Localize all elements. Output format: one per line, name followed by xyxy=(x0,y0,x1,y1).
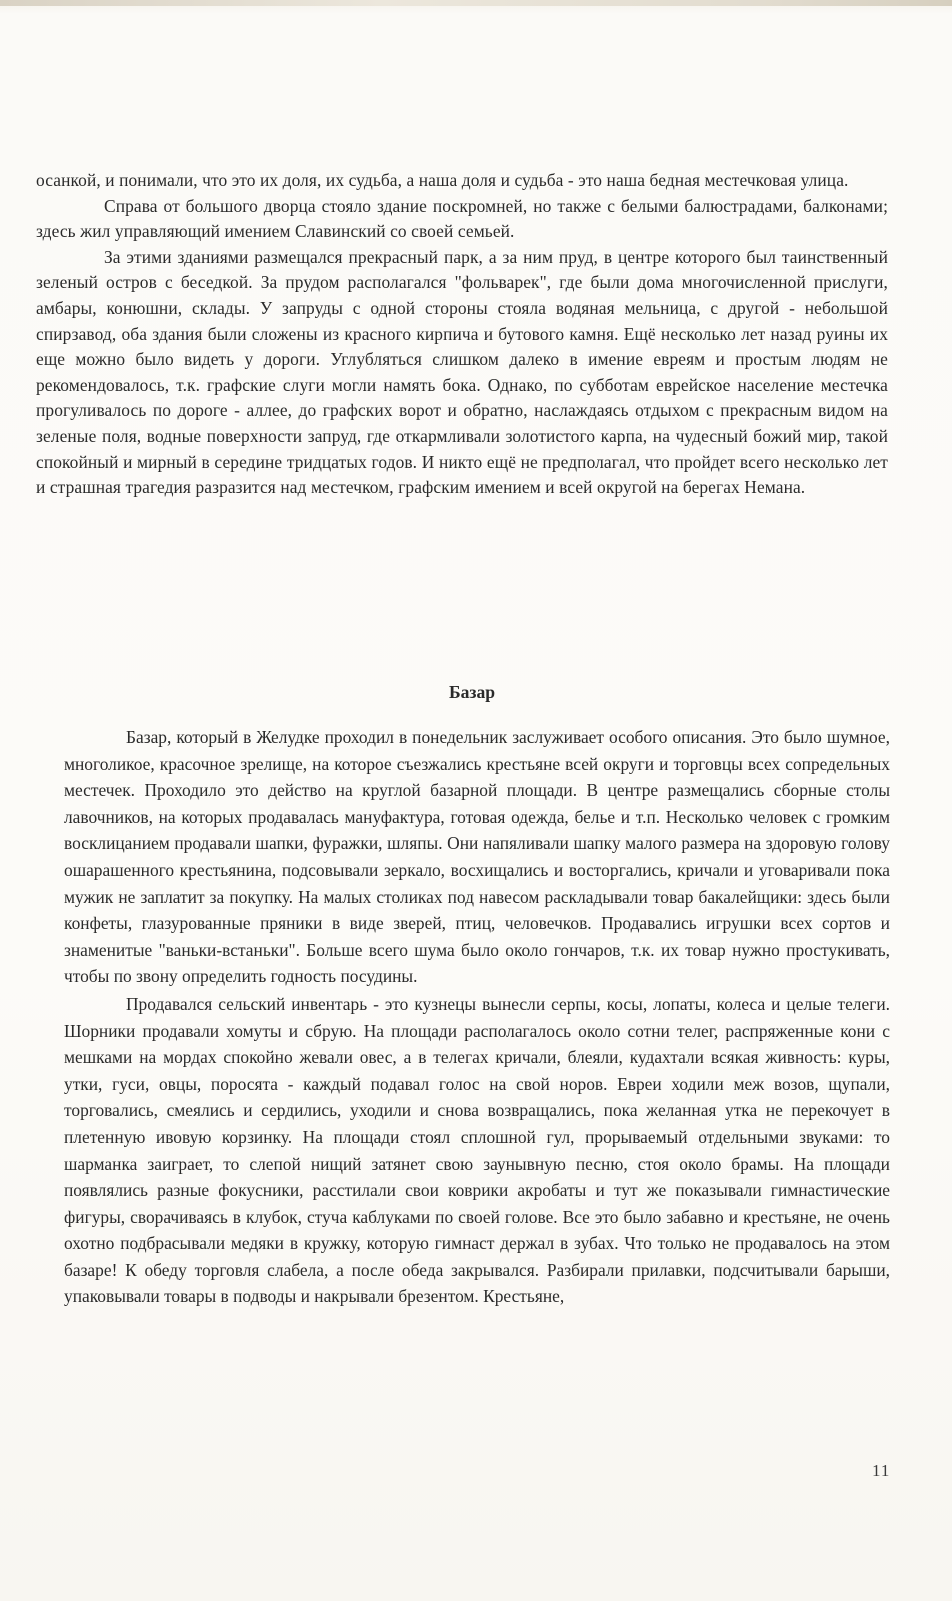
intro-paragraph-continuation: осанкой, и понимали, что это их доля, их судьба, а наша доля и судьба - это наша бедная местечковая улица. xyxy=(36,170,849,190)
intro-text-block xyxy=(36,168,888,501)
intro-paragraph-park: За этими зданиями размещался прекрасный парк, а за ним пруд, в центре которого был таинственный зеленый остров с беседкой. За прудом располагался "фольварек", где были дома многочисленной прислуги, амбары, конюшни, склады. У запруды с одной стороны стояла водяная мельница, с другой - небольшой спирзавод, оба здания были сложены из красного кирпича и бутового камня. Ещё несколько лет назад руины их еще можно было видеть у дороги. Углубляться слишком далеко в имение евреям и простым людям не рекомендовалось, т.к. графские слуги могли намять бока. Однако, по субботам еврейское население местечка прогуливалось по дороге - аллее, до графских ворот и обратно, наслаждаясь отдыхом с прекрасным видом на зеленые поля, водные поверхности запруд, где откармливали золотистого карпа, на чудесный божий мир, такой спокойный и мирный в середине тридцатых годов. И никто ещё не предполагал, что пройдет всего несколько лет и страшная трагедия разразится над местечком, графским имением и всей округой на берегах Немана. xyxy=(36,246,888,498)
bazaar-paragraph-inventory: Продавался сельский инвентарь - это кузнецы вынесли серпы, косы, лопаты, колеса и целые телеги. Шорники продавали хомуты и сбрую. На площади располагалось около сотни телег, распряженные кони с мешками на мордах спокойно жевали овес, а в телегах кричали, блеяли, кудахтали всякая живность: куры, утки, гуси, овцы, поросята - каждый подавал голос на свой норов. Евреи ходили меж возов, щупали, торговались, смеялись и сердились, уходили и снова возвращались, пока желанная утка не перекочует в плетенную ивовую корзинку. На площади стоял сплошной гул, прорываемый отдельными звуками: то шарманка заиграет, то слепой нищий затянет свою заунывную песню, стоя около брамы. На площади появлялись разные фокусники, расстилали свои коврики акробаты и тут же показывали гимнастические фигуры, сворачиваясь в клубок, стуча каблуками по своей голове. Все это было забавно и крестьяне, не очень охотно подбрасывали медяки в кружку, которую гимнаст держал в зубах. Что только не продавалось на этом базаре! К обеду торговля слабела, а после обеда закрывался. Разбирали прилавки, подсчитывали барыши, упаковывали товары в подводы и накрывали брезентом. Крестьяне, xyxy=(64,993,890,1307)
bazaar-text-block xyxy=(64,724,890,1310)
page-number: 11 xyxy=(872,1461,891,1480)
intro-paragraph-manager-house: Справа от большого дворца стояло здание поскромней, но также с белыми балюстрадами, балконами; здесь жил управляющий имением Славинский со своей семьей. xyxy=(36,195,888,242)
bazaar-paragraph-description: Базар, который в Желудке проходил в понедельник заслуживает особого описания. Это было шумное, многоликое, красочное зрелище, на которое съезжались крестьяне всей округи и торговцы всех сопредельных местечек. Проходило это действо на круглой базарной площади. В центре размещались сборные столы лавочников, на которых продавалась мануфактура, готовая одежда, белье и т.п. Несколько человек с громким восклицанием продавали шапки, фуражки, шляпы. Они напяливали шапку малого размера на здоровую голову ошарашенного крестьянина, подсовывали зеркало, восхищались и восторгались, кричали и уговаривали пока мужик не заплатит за покупку. На малых столиках под навесом раскладывали товар бакалейщики: здесь были конфеты, глазурованные пряники в виде зверей, птиц, человечков. Продавались игрушки всех сортов и знаменитые "ваньки-встаньки". Больше всего шума было около гончаров, т.к. их товар нужно простукивать, чтобы по звону определить годность посудины. xyxy=(64,727,890,987)
section-heading: Базар xyxy=(448,682,496,702)
page-top-edge xyxy=(0,0,952,6)
